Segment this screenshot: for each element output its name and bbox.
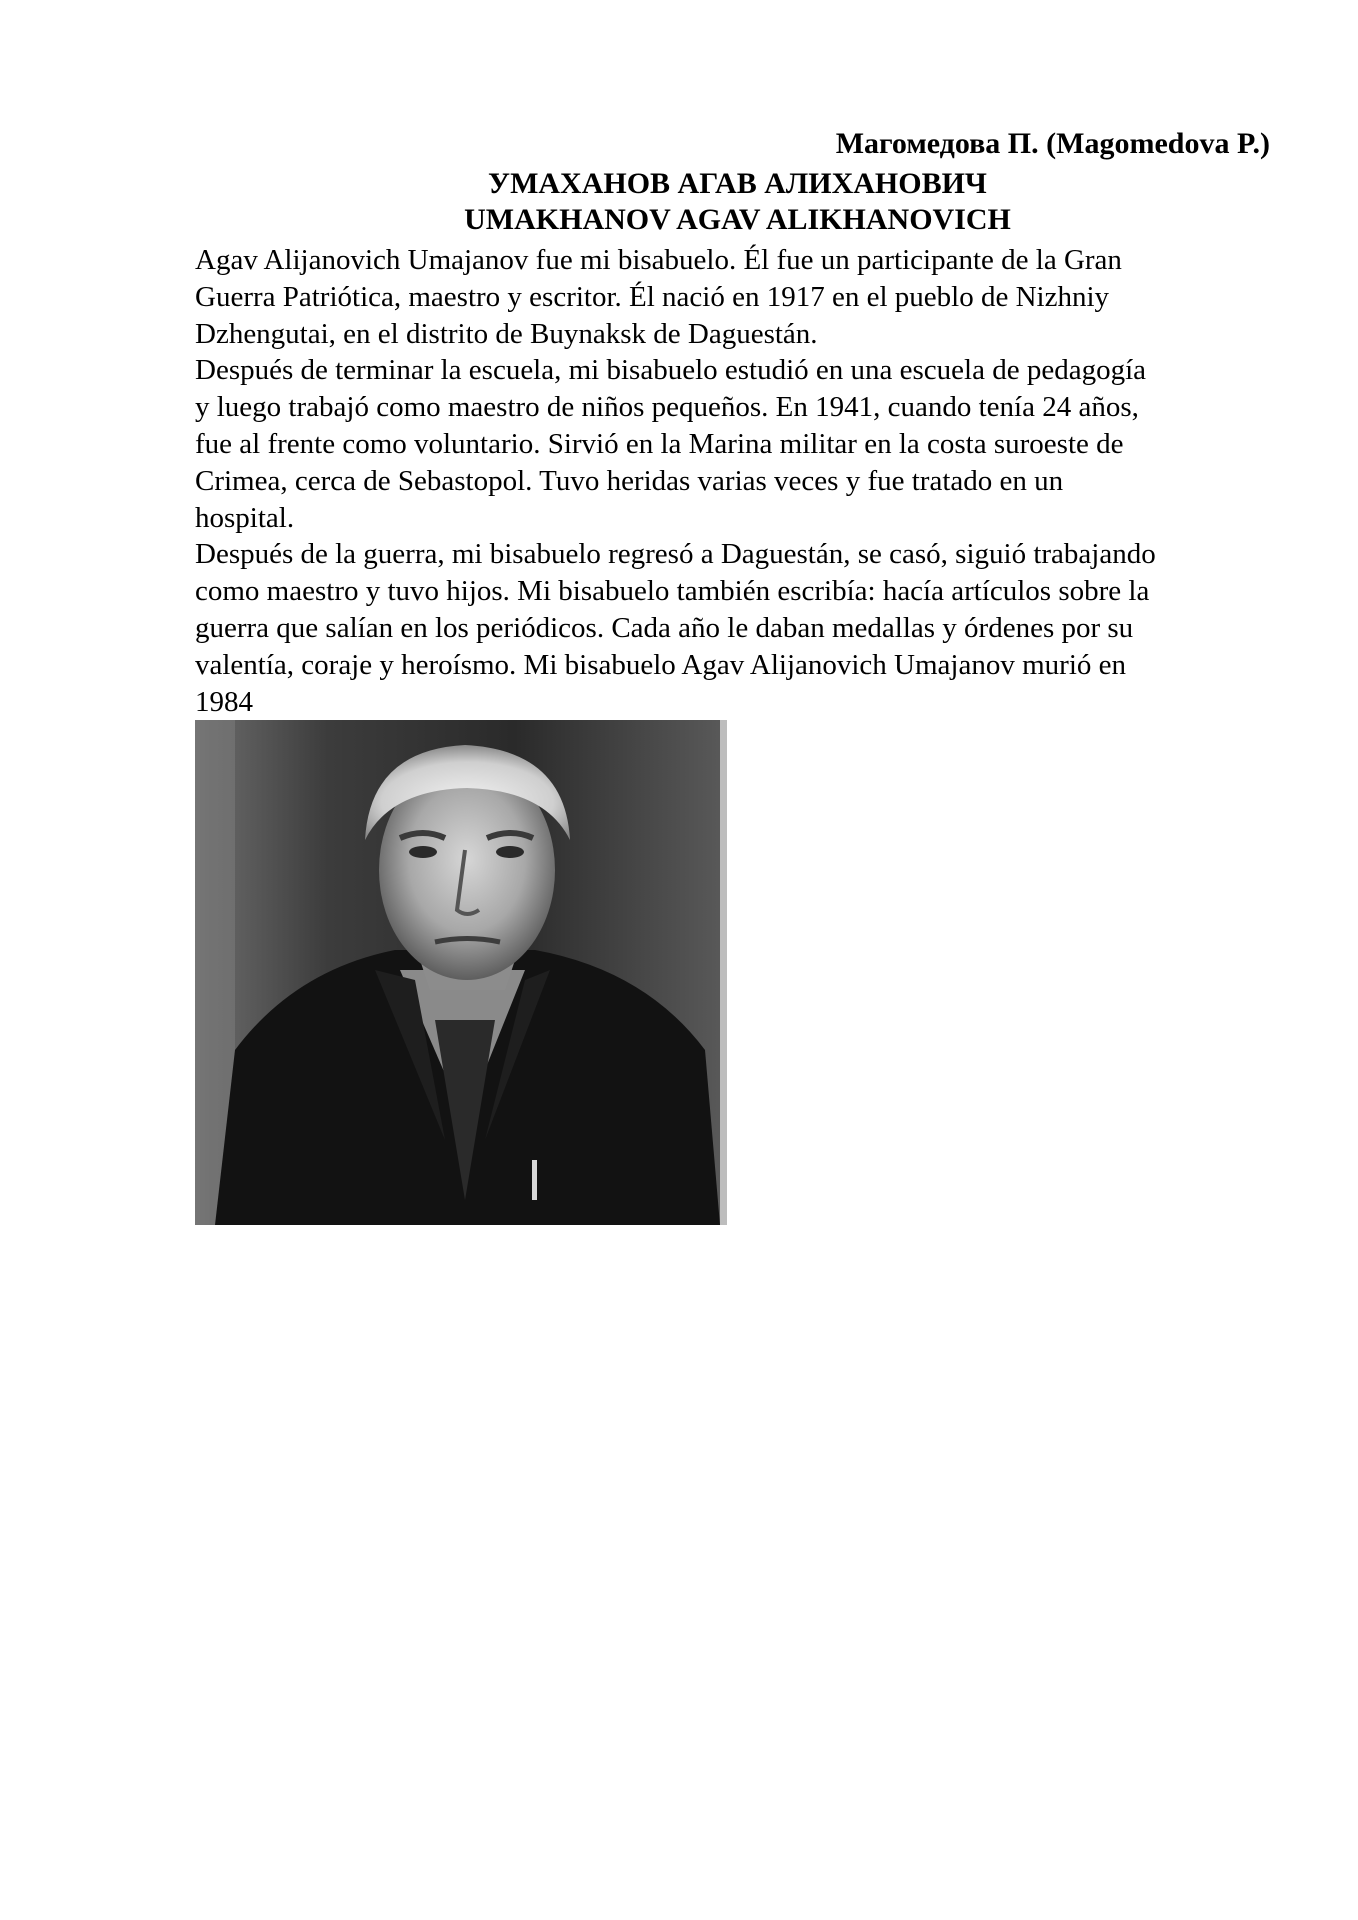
text-line: Después de la guerra, mi bisabuelo regresó a Daguestán, se casó, siguió trabajando (195, 538, 1156, 571)
text-line: fue al frente como voluntario. Sirvió en la Marina militar en la costa suroeste de (195, 427, 1124, 460)
portrait-photo (195, 720, 727, 1225)
title-english: UMAKHANOV AGAV ALIKHANOVICH (464, 203, 1011, 236)
text-line: como maestro y tuvo hijos. Mi bisabuelo también escribía: hacía artículos sobre la (195, 575, 1150, 608)
text-line: guerra que salían en los periódicos. Cada año le daban medallas y órdenes por su (195, 611, 1134, 644)
text-line: Crimea, cerca de Sebastopol. Tuvo heridas varias veces y fue tratado en un (195, 464, 1064, 497)
text-line: 1984 (195, 685, 253, 718)
text-line: valentía, coraje y heroísmo. Mi bisabuelo Agav Alijanovich Umajanov murió en (195, 648, 1127, 681)
portrait-illustration (195, 720, 727, 1225)
text-line: y luego trabajó como maestro de niños pequeños. En 1941, cuando tenía 24 años, (195, 391, 1139, 424)
text-line: hospital. (195, 501, 295, 534)
text-line: Dzhengutai, en el distrito de Buynaksk de Daguestán. (195, 317, 818, 350)
text-line: Guerra Patriótica, maestro y escritor. Él nació en 1917 en el pueblo de Nizhniy (195, 280, 1110, 313)
text-line: Después de terminar la escuela, mi bisabuelo estudió en una escuela de pedagogía (195, 354, 1147, 387)
title-russian: УМАХАНОВ АГАВ АЛИХАНОВИЧ (488, 167, 987, 200)
author-name: Магомедова П. (Magomedova P.) (835, 127, 1270, 160)
biography-text (195, 242, 1285, 720)
text-line: Agav Alijanovich Umajanov fue mi bisabuelo. Él fue un participante de la Gran (195, 244, 1122, 276)
